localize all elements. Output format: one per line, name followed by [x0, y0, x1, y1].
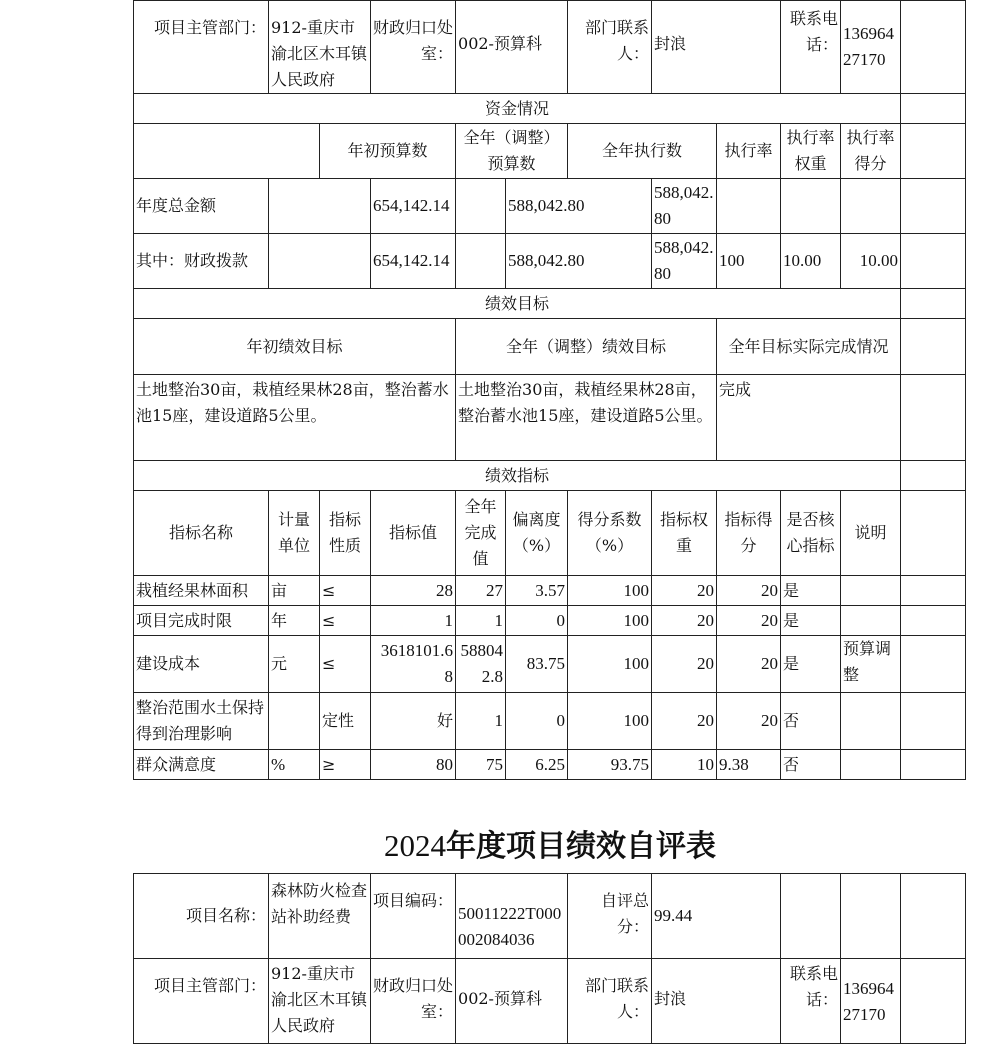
ind-header-weight: 指标权重 — [652, 491, 717, 576]
funds-row-name: 其中：财政拨款 — [134, 234, 269, 289]
ind-core: 是 — [781, 636, 841, 693]
empty-cell — [901, 606, 966, 636]
empty-cell — [901, 491, 966, 576]
empty-cell — [269, 234, 371, 289]
empty-cell — [841, 874, 901, 959]
ind-coefficient: 100 — [568, 576, 652, 606]
office-label: 财政归口处室： — [371, 1, 456, 94]
funds-row-weight: 10.00 — [781, 234, 841, 289]
goals-header-adjusted: 全年（调整）绩效目标 — [456, 319, 717, 375]
ind-score: 9.38 — [717, 750, 781, 780]
ind-target: 好 — [371, 693, 456, 750]
ind-deviation: 3.57 — [506, 576, 568, 606]
funds-row — [134, 234, 966, 289]
empty-cell — [134, 124, 320, 179]
ind-header-unit: 计量单位 — [269, 491, 320, 576]
funds-header-weight: 执行率权重 — [781, 124, 841, 179]
ind-target: 1 — [371, 606, 456, 636]
empty-cell — [901, 289, 966, 319]
empty-cell — [901, 179, 966, 234]
contact-label: 部门联系人： — [568, 1, 652, 94]
funds-row-weight — [781, 179, 841, 234]
funds-row-adjusted: 588,042.80 — [506, 179, 652, 234]
project-code-value: 50011222T000002084036 — [456, 874, 568, 959]
office-value: 002-预算科 — [456, 1, 568, 94]
ind-note — [841, 606, 901, 636]
goals-header-initial: 年初绩效目标 — [134, 319, 456, 375]
ind-header-core: 是否核心指标 — [781, 491, 841, 576]
funds-row-name: 年度总金额 — [134, 179, 269, 234]
empty-cell — [901, 94, 966, 124]
ind-name: 建设成本 — [134, 636, 269, 693]
empty-cell — [901, 750, 966, 780]
ind-coefficient: 100 — [568, 636, 652, 693]
ind-header-actual: 全年完成值 — [456, 491, 506, 576]
ind-coefficient: 100 — [568, 606, 652, 636]
empty-cell — [901, 234, 966, 289]
ind-core: 否 — [781, 750, 841, 780]
goals-section-title: 绩效目标 — [134, 289, 901, 319]
ind-unit: 元 — [269, 636, 320, 693]
ind-core: 是 — [781, 576, 841, 606]
ind-deviation: 83.75 — [506, 636, 568, 693]
project-info-row — [134, 959, 966, 1044]
self-score-value: 99.44 — [652, 874, 781, 959]
funds-row-executed: 588,042.80 — [652, 234, 717, 289]
ind-header-note: 说明 — [841, 491, 901, 576]
ind-weight: 20 — [652, 636, 717, 693]
ind-deviation: 6.25 — [506, 750, 568, 780]
empty-cell — [456, 179, 506, 234]
ind-deviation: 0 — [506, 606, 568, 636]
funds-section-title: 资金情况 — [134, 94, 901, 124]
indicator-row — [134, 750, 966, 780]
funds-row-adjusted: 588,042.80 — [506, 234, 652, 289]
ind-score: 20 — [717, 606, 781, 636]
empty-cell — [456, 234, 506, 289]
goals-adjusted-text: 土地整治30亩，栽植经果林28亩，整治蓄水池15座，建设道路5公里。 — [456, 375, 717, 461]
funds-row-initial: 654,142.14 — [371, 179, 456, 234]
project-code-label: 项目编码： — [371, 874, 456, 959]
ind-unit — [269, 693, 320, 750]
ind-nature: ≥ — [320, 750, 371, 780]
office-label: 财政归口处室： — [371, 959, 456, 1044]
ind-nature: ≤ — [320, 606, 371, 636]
funds-header-score: 执行率得分 — [841, 124, 901, 179]
funds-header-executed: 全年执行数 — [568, 124, 717, 179]
ind-target: 3618101.68 — [371, 636, 456, 693]
indicator-row — [134, 693, 966, 750]
form-title — [0, 826, 1000, 867]
self-score-label: 自评总分： — [568, 874, 652, 959]
goals-header-actual: 全年目标实际完成情况 — [717, 319, 901, 375]
project-info-row — [134, 1, 966, 94]
ind-note — [841, 750, 901, 780]
evaluation-table-continued — [133, 0, 966, 780]
goals-content-row — [134, 375, 966, 461]
ind-header-score: 指标得分 — [717, 491, 781, 576]
ind-actual: 588042.8 — [456, 636, 506, 693]
empty-cell — [901, 124, 966, 179]
empty-cell — [901, 319, 966, 375]
ind-name: 整治范围水土保持得到治理影响 — [134, 693, 269, 750]
empty-cell — [781, 874, 841, 959]
ind-coefficient: 93.75 — [568, 750, 652, 780]
indicators-section-title: 绩效指标 — [134, 461, 901, 491]
office-value: 002-预算科 — [456, 959, 568, 1044]
indicator-row — [134, 606, 966, 636]
phone-value: 13696427170 — [841, 1, 901, 94]
funds-header-adjusted: 全年（调整）预算数 — [456, 124, 568, 179]
ind-actual: 75 — [456, 750, 506, 780]
ind-nature: 定性 — [320, 693, 371, 750]
ind-note: 预算调整 — [841, 636, 901, 693]
contact-value: 封浪 — [652, 1, 781, 94]
empty-cell — [901, 693, 966, 750]
form-title-text: 年度项目绩效自评表 — [446, 829, 716, 864]
ind-header-nature: 指标性质 — [320, 491, 371, 576]
contact-value: 封浪 — [652, 959, 781, 1044]
ind-name: 群众满意度 — [134, 750, 269, 780]
contact-label: 部门联系人： — [568, 959, 652, 1044]
ind-header-target: 指标值 — [371, 491, 456, 576]
ind-note — [841, 693, 901, 750]
funds-header-row — [134, 124, 966, 179]
funds-row-score — [841, 179, 901, 234]
ind-name: 项目完成时限 — [134, 606, 269, 636]
funds-row-executed: 588,042.80 — [652, 179, 717, 234]
form-title-year: 2024 — [384, 828, 446, 863]
ind-score: 20 — [717, 636, 781, 693]
funds-row-initial: 654,142.14 — [371, 234, 456, 289]
funds-row-score: 10.00 — [841, 234, 901, 289]
ind-score: 20 — [717, 693, 781, 750]
ind-target: 80 — [371, 750, 456, 780]
indicator-row — [134, 576, 966, 606]
ind-actual: 27 — [456, 576, 506, 606]
ind-weight: 10 — [652, 750, 717, 780]
ind-coefficient: 100 — [568, 693, 652, 750]
ind-unit: % — [269, 750, 320, 780]
ind-target: 28 — [371, 576, 456, 606]
ind-weight: 20 — [652, 576, 717, 606]
evaluation-table-next — [133, 873, 966, 1044]
project-name-value: 森林防火检查站补助经费 — [269, 874, 371, 959]
ind-header-name: 指标名称 — [134, 491, 269, 576]
indicators-header-row — [134, 491, 966, 576]
dept-label: 项目主管部门： — [134, 1, 269, 94]
empty-cell — [901, 1, 966, 94]
phone-label: 联系电话： — [781, 959, 841, 1044]
project-name-row — [134, 874, 966, 959]
goals-initial-text: 土地整治30亩，栽植经果林28亩，整治蓄水池15座，建设道路5公里。 — [134, 375, 456, 461]
dept-value: 912-重庆市渝北区木耳镇人民政府 — [269, 1, 371, 94]
funds-row-rate — [717, 179, 781, 234]
empty-cell — [901, 959, 966, 1044]
ind-header-deviation: 偏离度（%） — [506, 491, 568, 576]
ind-weight: 20 — [652, 693, 717, 750]
ind-actual: 1 — [456, 693, 506, 750]
ind-note — [841, 576, 901, 606]
ind-nature: ≤ — [320, 636, 371, 693]
empty-cell — [901, 636, 966, 693]
dept-value: 912-重庆市渝北区木耳镇人民政府 — [269, 959, 371, 1044]
ind-header-coefficient: 得分系数（%） — [568, 491, 652, 576]
ind-nature: ≤ — [320, 576, 371, 606]
funds-header-rate: 执行率 — [717, 124, 781, 179]
ind-unit: 亩 — [269, 576, 320, 606]
funds-header-initial: 年初预算数 — [320, 124, 456, 179]
dept-label: 项目主管部门： — [134, 959, 269, 1044]
ind-deviation: 0 — [506, 693, 568, 750]
goals-header-row — [134, 319, 966, 375]
empty-cell — [901, 874, 966, 959]
empty-cell — [269, 179, 371, 234]
ind-weight: 20 — [652, 606, 717, 636]
project-name-label: 项目名称： — [134, 874, 269, 959]
indicator-row — [134, 636, 966, 693]
ind-name: 栽植经果林面积 — [134, 576, 269, 606]
ind-actual: 1 — [456, 606, 506, 636]
funds-row — [134, 179, 966, 234]
ind-unit: 年 — [269, 606, 320, 636]
empty-cell — [901, 576, 966, 606]
ind-score: 20 — [717, 576, 781, 606]
phone-value: 13696427170 — [841, 959, 901, 1044]
ind-core: 否 — [781, 693, 841, 750]
goals-actual-text: 完成 — [717, 375, 901, 461]
phone-label: 联系电话： — [781, 1, 841, 94]
empty-cell — [901, 375, 966, 461]
funds-row-rate: 100 — [717, 234, 781, 289]
ind-core: 是 — [781, 606, 841, 636]
empty-cell — [901, 461, 966, 491]
